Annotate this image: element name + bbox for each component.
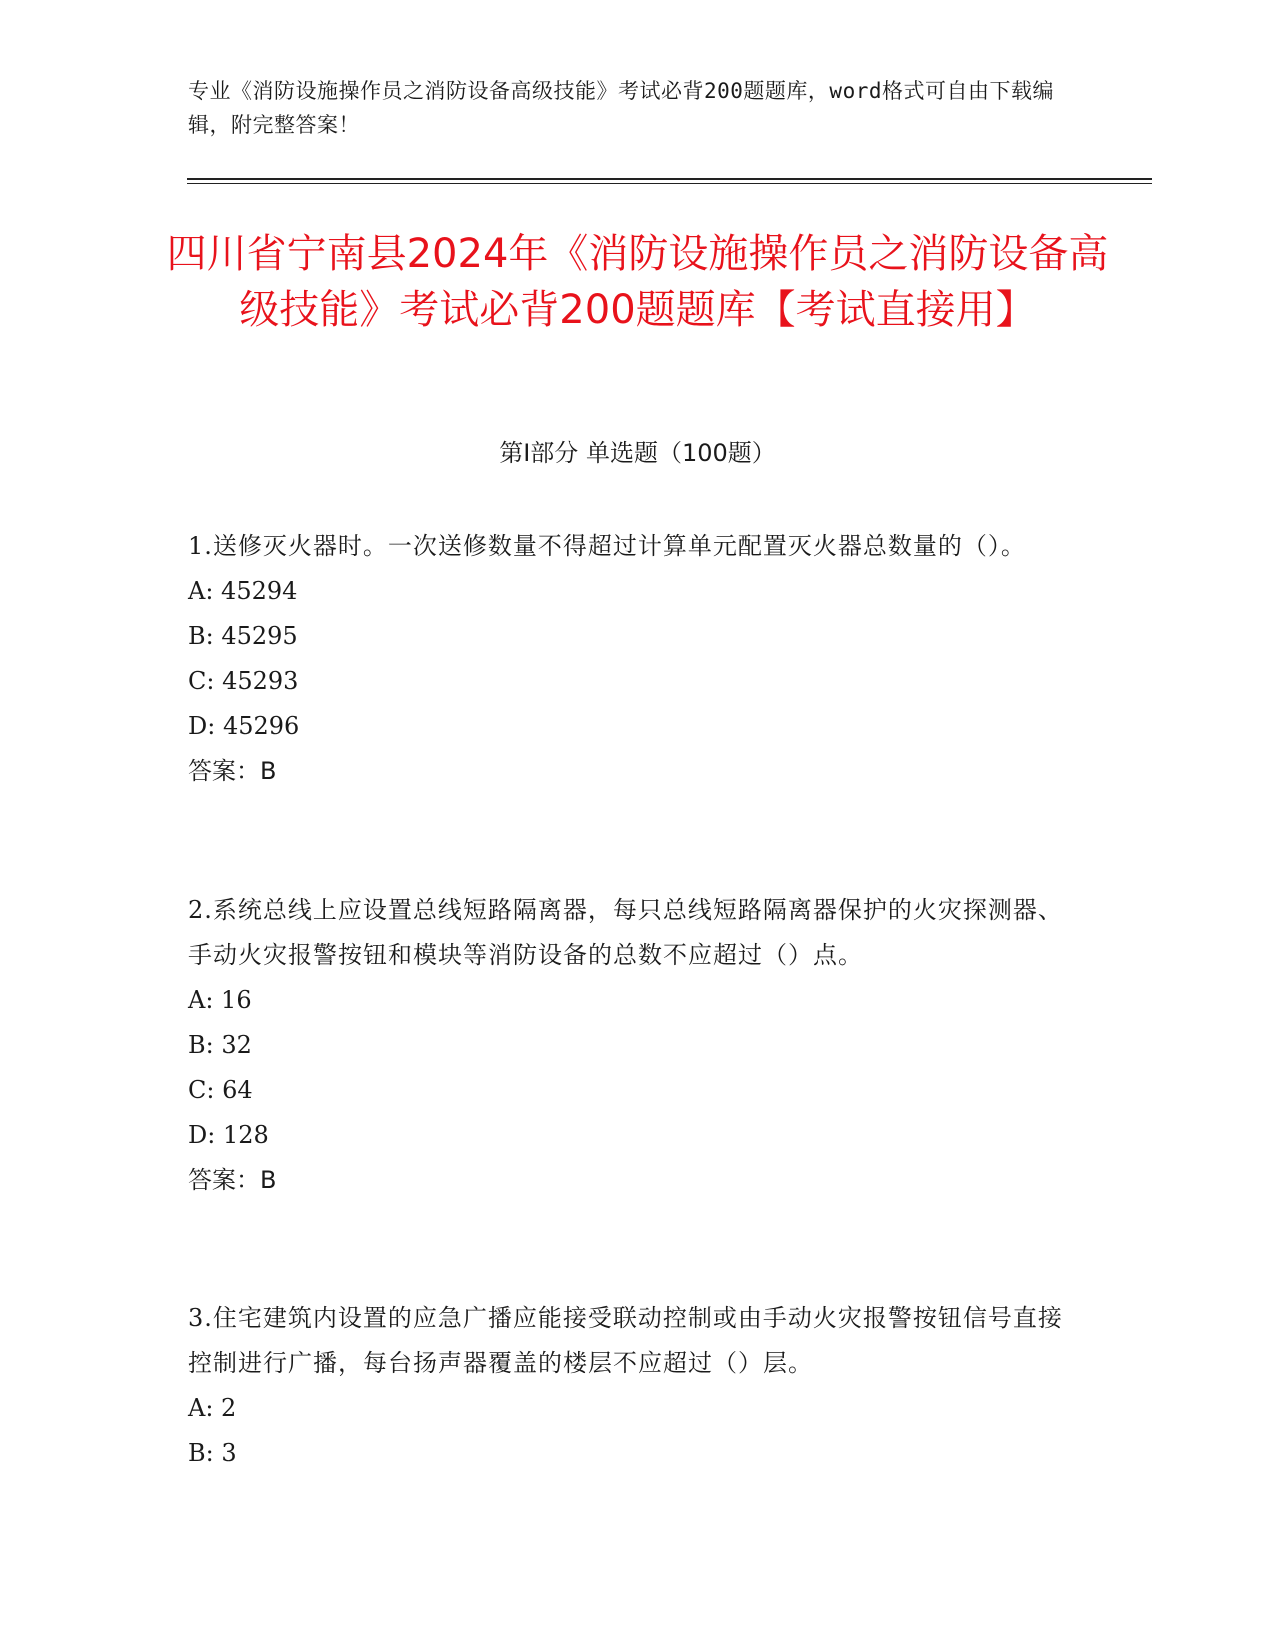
question-2 <box>188 888 1068 1203</box>
header-note: 专业《消防设施操作员之消防设备高级技能》考试必背200题题库，word格式可自由下载编辑，附完整答案！ <box>188 79 1054 137</box>
header-divider-thick <box>187 178 1152 180</box>
section-heading: 第Ⅰ部分 单选题（100题） <box>499 439 776 467</box>
question-stem: 3.住宅建筑内设置的应急广播应能接受联动控制或由手动火灾报警按钮信号直接控制进行广播，每台扬声器覆盖的楼层不应超过（）层。 <box>188 1304 1063 1377</box>
question-3 <box>188 1296 1068 1476</box>
option-a: A: 45294 <box>188 577 298 605</box>
question-stem: 1.送修灭火器时。一次送修数量不得超过计算单元配置灭火器总数量的（）。 <box>188 532 1026 560</box>
option-b: B: 32 <box>188 1031 252 1059</box>
document-title: 四川省宁南县2024年《消防设施操作员之消防设备高级技能》考试必背200题题库【考试直接用】 <box>166 231 1109 333</box>
question-1 <box>188 524 1068 794</box>
option-a: A: 16 <box>188 986 252 1014</box>
option-d: D: 128 <box>188 1121 269 1149</box>
answer: 答案：B <box>188 1166 277 1194</box>
option-b: B: 3 <box>188 1439 237 1467</box>
option-c: C: 64 <box>188 1076 253 1104</box>
question-stem: 2.系统总线上应设置总线短路隔离器，每只总线短路隔离器保护的火灾探测器、手动火灾报警按钮和模块等消防设备的总数不应超过（）点。 <box>188 896 1063 969</box>
option-b: B: 45295 <box>188 622 298 650</box>
option-d: D: 45296 <box>188 712 300 740</box>
answer: 答案：B <box>188 757 277 785</box>
option-c: C: 45293 <box>188 667 299 695</box>
header-divider-thin <box>187 183 1152 184</box>
option-a: A: 2 <box>188 1394 237 1422</box>
